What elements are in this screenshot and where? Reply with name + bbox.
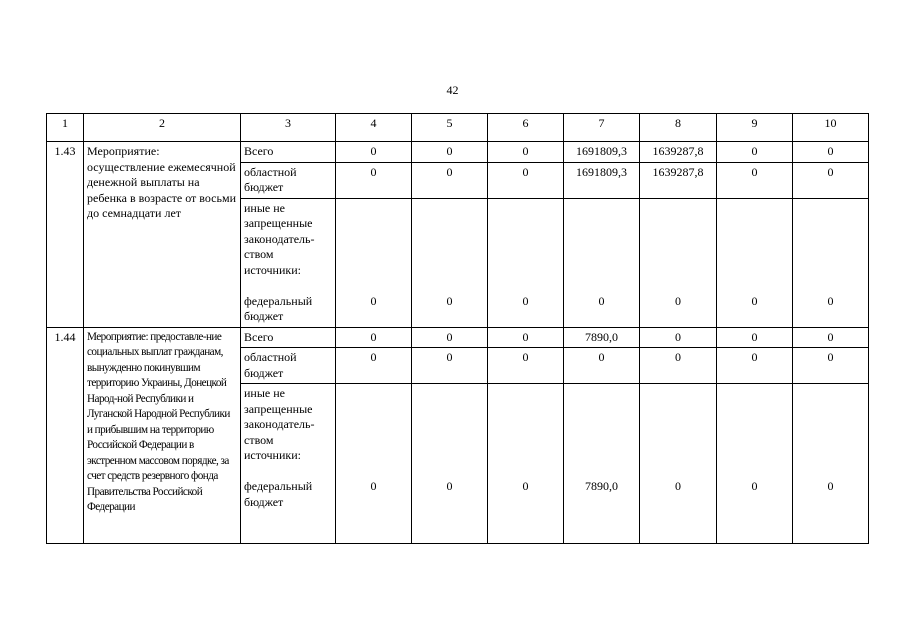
value-cell: 0 [336,198,412,327]
value-cell: 1639287,8 [640,162,717,198]
row-number: 1.44 [47,327,84,544]
value-cell: 0 [412,142,488,163]
row-title: Мероприятие: осуществление ежемесячной денежной выплаты на ребенка в возрасте от восьми до семнадцати лет [84,142,241,328]
value-cell: 0 [793,142,869,163]
header-cell: 1 [47,114,84,142]
source-label: Всего [241,327,336,348]
value-cell: 0 [488,162,564,198]
value-cell: 0 [717,327,793,348]
value-cell: 0 [640,384,717,544]
value-cell: 0 [717,142,793,163]
row-title: Мероприятие: предоставле-ние социальных выплат гражданам, вынужденно покинувшим территорию Украины, Донецкой Народ-ной Республики и Луганской Народной Республики и прибывшим на территорию Российской Федерации в экстренном массовом порядке, за счет средств резервного фонда Правительства Российской Федерации [84,327,241,544]
value-cell: 0 [640,198,717,327]
source-cell [241,384,336,544]
header-cell: 2 [84,114,241,142]
header-cell: 10 [793,114,869,142]
value-cell: 7890,0 [564,327,640,348]
value-cell: 0 [412,327,488,348]
value-cell: 0 [336,348,412,384]
value-cell: 0 [412,198,488,327]
value-cell: 0 [793,198,869,327]
header-cell: 7 [564,114,640,142]
source-label: федеральный бюджет [244,479,313,509]
value-cell: 1639287,8 [640,142,717,163]
header-cell: 6 [488,114,564,142]
other-sources-label: иные не запрещенные законодатель-ством источники: [244,200,315,277]
header-cell: 8 [640,114,717,142]
value-cell: 0 [336,142,412,163]
budget-table [46,113,869,544]
value-cell: 0 [793,162,869,198]
value-cell: 0 [488,384,564,544]
header-row [47,114,869,142]
value-cell: 0 [717,384,793,544]
page-number: 42 [446,83,459,97]
source-label: федеральный бюджет [244,293,313,323]
value-cell: 0 [412,348,488,384]
value-cell: 0 [488,142,564,163]
value-cell: 1691809,3 [564,142,640,163]
value-cell: 0 [488,348,564,384]
value-cell: 0 [336,384,412,544]
value-cell: 0 [564,198,640,327]
value-cell: 7890,0 [564,384,640,544]
value-cell: 0 [564,348,640,384]
value-cell: 0 [717,162,793,198]
source-label: областной бюджет [241,348,336,384]
value-cell: 0 [488,327,564,348]
value-cell: 0 [640,327,717,348]
value-cell: 0 [793,384,869,544]
value-cell: 0 [412,162,488,198]
header-cell: 9 [717,114,793,142]
other-sources-label: иные не запрещенные законодатель-ством источники: [244,386,315,462]
value-cell: 0 [412,384,488,544]
value-cell: 0 [717,198,793,327]
value-cell: 1691809,3 [564,162,640,198]
value-cell: 0 [717,348,793,384]
value-cell: 0 [336,162,412,198]
source-cell [241,198,336,327]
table-row [47,142,869,163]
header-cell: 3 [241,114,336,142]
value-cell: 0 [640,348,717,384]
row-number: 1.43 [47,142,84,328]
header-cell: 4 [336,114,412,142]
table-row [47,327,869,348]
value-cell: 0 [793,327,869,348]
source-label: Всего [241,142,336,163]
source-label: областной бюджет [241,162,336,198]
value-cell: 0 [336,327,412,348]
header-cell: 5 [412,114,488,142]
value-cell: 0 [488,198,564,327]
value-cell: 0 [793,348,869,384]
